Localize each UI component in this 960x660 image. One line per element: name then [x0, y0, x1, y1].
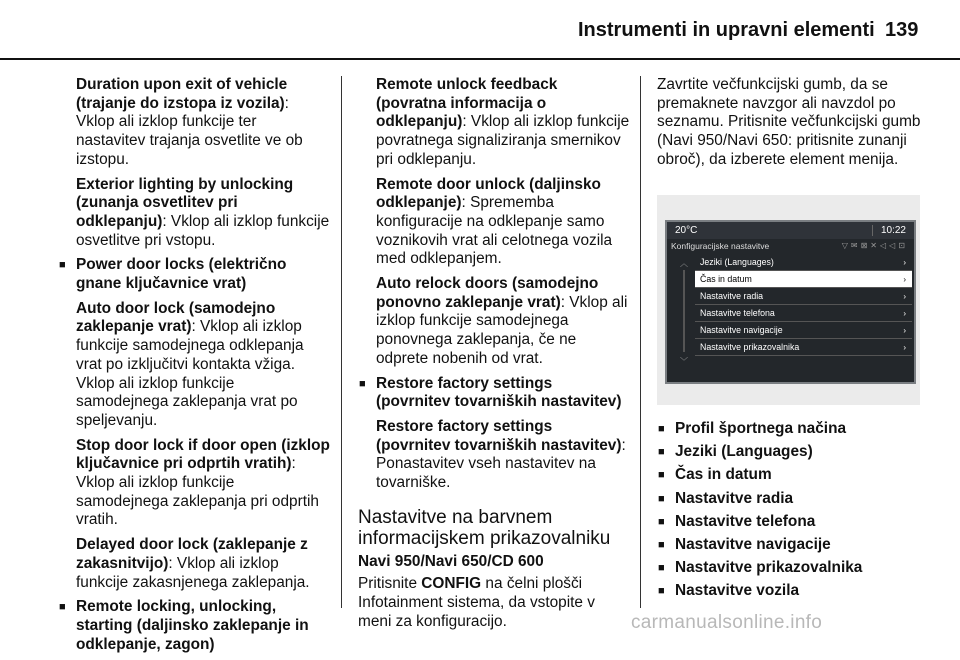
term: Duration upon exit of vehicle (trajanje do izstopa iz vozila) [76, 76, 288, 112]
list-item: ■ Nastavitve navigacije [657, 536, 925, 555]
list-item: ■ Nastavitve prikazovalnika [657, 559, 925, 578]
menu-item-label: Jeziki (Languages) [700, 257, 774, 267]
bullet-label: Power door locks (električno gnane ključavnice vrat) [76, 256, 287, 293]
paragraph [358, 418, 630, 493]
paragraph [58, 176, 330, 251]
config-term: CONFIG [421, 575, 482, 593]
display-screenshot [657, 195, 920, 405]
menu-item [695, 305, 912, 322]
page-title: Instrumenti in upravni elementi [578, 19, 875, 41]
paragraph [58, 300, 330, 431]
menu-item [695, 288, 912, 305]
paragraph [358, 76, 630, 170]
bullet-item [58, 256, 330, 293]
chevron-right-icon: › [903, 257, 906, 267]
chevron-right-icon: › [903, 342, 906, 352]
paragraph [358, 575, 630, 631]
description: : Vklop ali izklop funkcije samodejnega odklepanja vrat po izključitvi kontakta vžiga. Vklop ali izklop funkcije samodejnega zaklepanja vrat po speljevanju. [76, 318, 304, 429]
list-item: ■ Nastavitve telefona [657, 513, 925, 532]
bullet-item [58, 598, 330, 654]
description: : Vklop ali izklop funkcije zakasnjenega zaklepanja. [76, 554, 310, 591]
menu-item [695, 339, 912, 356]
menu-list [695, 254, 912, 356]
clock-readout: 10:22 [872, 225, 914, 236]
list-item: ■ Čas in datum [657, 466, 925, 485]
term: Auto door lock (samodejno zaklepanje vrat) [76, 299, 276, 336]
chevron-right-icon: › [903, 308, 906, 318]
list-item: ■ Nastavitve radia [657, 490, 925, 509]
description: : Vklop ali izklop funkcije povratnega signaliziranja smernikov pri odklepanju. [376, 113, 630, 168]
column-3 [657, 76, 925, 176]
scroll-down-icon: ﹀ [680, 357, 688, 366]
term: Exterior lighting by unlocking (zunanja osvetlitev pri odklepanju) [76, 175, 294, 230]
sub-heading: Navi 950/Navi 650/CD 600 [358, 552, 544, 570]
chevron-right-icon: › [903, 291, 906, 301]
column-2 [358, 76, 630, 638]
paragraph [358, 176, 630, 270]
term: Restore factory settings (povrnitev tovarniških nastavitev) [376, 417, 622, 454]
menu-item-label: Nastavitve radia [700, 291, 764, 301]
paragraph [58, 76, 330, 170]
description: : Ponastavitev vseh nastavitev na tovarniške. [376, 436, 626, 492]
paragraph [358, 275, 630, 369]
text: na čelni plošči Infotainment sistema, da vstopite v meni za konfiguracijo. [358, 575, 595, 630]
term: Delayed door lock (zaklepanje z zakasnitvijo) [76, 536, 308, 572]
chevron-right-icon: › [903, 325, 906, 335]
paragraph: Zavrtite večfunkcijski gumb, da se premaknete navzgor ali navzdol po seznamu. Pritisnite večfunkcijski gumb (Navi 950/Navi 650: pritisnite zunanji obroč), da izberete element menija. [657, 76, 921, 168]
term: Remote door unlock (daljinsko odklepanje) [376, 175, 601, 212]
scrollbar [679, 258, 689, 368]
description: : Vklop ali izklop funkcije ter nastavitev trajanja osvetlite ve ob izstopu. [76, 94, 303, 168]
menu-item [695, 254, 912, 271]
status-bar [667, 222, 914, 239]
scroll-track [683, 270, 685, 352]
menu-options-list [657, 420, 925, 606]
menu-item-label: Nastavitve telefona [700, 308, 775, 318]
paragraph [58, 437, 330, 531]
description: : Vklop ali izklop funkcije samodejnega zaklepanja pri odprtih vratih. [76, 455, 319, 529]
temperature-readout: 20°C [675, 225, 698, 236]
term: Remote unlock feedback (povratna informacija o odklepanju) [376, 76, 558, 131]
menu-item-label: Čas in datum [700, 274, 752, 284]
status-icons: ▽✉⊠✕◁◁⊡ [841, 241, 908, 250]
bullet-item [358, 375, 630, 412]
menu-title: Konfiguracijske nastavitve [671, 240, 770, 251]
description: : Vklop ali izklop funkcije samodejnega ponovnega zaklepanja, če ne odprete nobenih od vrat. [376, 293, 628, 367]
text: Pritisnite [358, 575, 422, 593]
chevron-right-icon: › [903, 274, 906, 284]
list-item: ■ Nastavitve vozila [657, 582, 925, 601]
page-header [0, 0, 960, 60]
header-rule [0, 58, 960, 60]
menu-item-label: Nastavitve navigacije [700, 325, 783, 335]
list-item: ■ Jeziki (Languages) [657, 443, 925, 462]
list-item: ■ Profil športnega načina [657, 420, 925, 439]
bullet-label: Remote locking, unlocking, starting (daljinsko zaklepanje in odklepanje, zagon) [76, 598, 309, 653]
column-1 [58, 76, 330, 660]
column-divider [341, 76, 342, 608]
watermark: carmanualsonline.info [631, 612, 823, 633]
section-heading: Nastavitve na barvnem informacijskem prikazovalniku [358, 506, 611, 549]
column-divider [640, 76, 641, 608]
bullet-label: Restore factory settings (povrnitev tovarniških nastavitev) [376, 374, 622, 411]
description: : Vklop ali izklop funkcije osvetlitve pri vstopu. [76, 212, 330, 249]
menu-item-label: Nastavitve prikazovalnika [700, 342, 800, 352]
term: Auto relock doors (samodejno ponovno zaklepanje vrat) [376, 275, 599, 311]
menu-item [695, 271, 912, 288]
paragraph [58, 536, 330, 592]
menu-item [695, 322, 912, 339]
scroll-up-icon: ︿ [680, 259, 688, 268]
infotainment-screen [665, 220, 916, 384]
term: Stop door lock if door open (izklop ključavnice pri odprtih vratih) [76, 436, 330, 473]
description: : Sprememba konfiguracije na odklepanje samo voznikovih vrat ali celotnega vozila med odklepanjem. [376, 194, 613, 268]
page-number: 139 [885, 19, 919, 41]
menu-title-bar [667, 239, 914, 252]
